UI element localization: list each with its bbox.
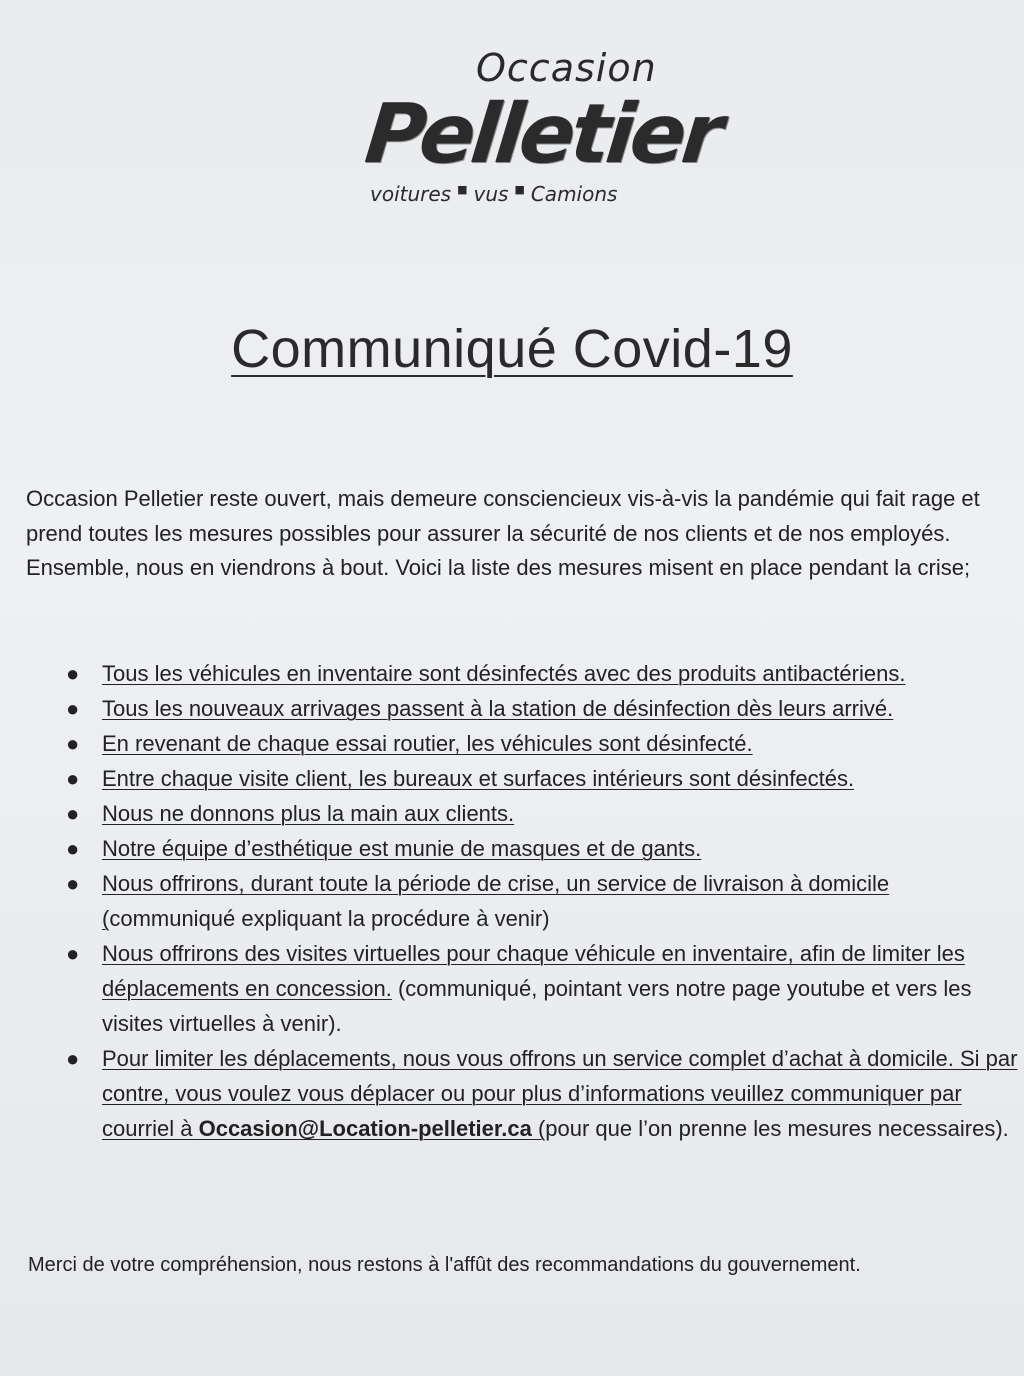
list-item xyxy=(60,691,1018,726)
page-title: Communiqué Covid-19 xyxy=(231,319,793,379)
bullet-icon: ● xyxy=(66,766,80,791)
bullet-icon: ● xyxy=(66,871,80,896)
list-item xyxy=(60,831,1018,866)
company-logo xyxy=(360,46,724,216)
list-item xyxy=(60,761,1018,796)
bullet-icon: ● xyxy=(66,801,80,826)
measure-text: Pour limiter les déplacements, nous vous offrons un service complet d’achat à domicile. Si par contre, vous voulez vous déplacer ou pour plus d’informations veuillez communiquer par courriel à xyxy=(102,1046,1018,1141)
list-item xyxy=(60,936,1018,1041)
measure-text: Notre équipe d’esthétique est munie de masques et de gants. xyxy=(102,836,702,861)
bullet-icon: ● xyxy=(66,661,80,686)
measure-note: (communiqué, pointant vers notre page youtube et vers les visites virtuelles à venir). xyxy=(102,976,972,1036)
tagline-suvs: vus xyxy=(473,182,509,206)
measure-note: pour que l’on prenne les mesures necessaires). xyxy=(545,1116,1009,1141)
list-item xyxy=(60,866,1018,936)
bullet-icon: ● xyxy=(66,836,80,861)
list-item xyxy=(60,726,1018,761)
list-item xyxy=(60,656,1018,691)
logo-brand-name: Pelletier xyxy=(361,87,724,182)
bullet-icon: ● xyxy=(66,696,80,721)
measure-text: Nous offrirons, durant toute la période de crise, un service de livraison à domicile ( xyxy=(102,871,890,931)
measure-text: En revenant de chaque essai routier, les véhicules sont désinfecté. xyxy=(102,731,753,756)
logo-occasion-word: Occasion xyxy=(476,46,657,90)
closing-paragraph: Merci de votre compréhension, nous restons à l'affût des recommandations du gouvernement. xyxy=(28,1254,861,1276)
list-item xyxy=(60,796,1018,831)
intro-paragraph: Occasion Pelletier reste ouvert, mais demeure consciencieux vis-à-vis la pandémie qui fait rage et prend toutes les mesures possibles pour assurer la sécurité de nos clients et de nos employés. Ensemble, nous en viendrons à bout. Voici la liste des mesures misent en place pendant la crise; xyxy=(26,486,980,580)
bullet-icon: ● xyxy=(66,731,80,756)
list-item xyxy=(60,1041,1018,1146)
measure-text: Tous les véhicules en inventaire sont désinfectés avec des produits antibactériens. xyxy=(102,661,906,686)
tagline-separator-icon: ■ xyxy=(457,183,468,196)
tagline-trucks: Camions xyxy=(530,182,618,206)
tagline-cars: voitures xyxy=(370,182,452,206)
measure-text: Tous les nouveaux arrivages passent à la station de désinfection dès leurs arrivé. xyxy=(102,696,894,721)
page-title-wrap xyxy=(0,318,1024,380)
measures-list xyxy=(60,656,1018,1146)
bullet-icon: ● xyxy=(66,941,80,966)
tagline-separator-icon: ■ xyxy=(514,183,525,196)
logo-tagline xyxy=(370,182,617,206)
bullet-icon: ● xyxy=(66,1046,80,1071)
measure-note: communiqué expliquant la procédure à venir) xyxy=(109,906,550,931)
contact-email-link[interactable]: Occasion@Location-pelletier.ca xyxy=(198,1116,532,1141)
measure-text: Nous offrirons des visites virtuelles pour chaque véhicule en inventaire, afin de limiter les déplacements en concession. xyxy=(102,941,965,1001)
measure-text: Nous ne donnons plus la main aux clients. xyxy=(102,801,515,826)
measure-text: Entre chaque visite client, les bureaux et surfaces intérieurs sont désinfectés. xyxy=(102,766,855,791)
measure-paren: ( xyxy=(531,1116,546,1141)
